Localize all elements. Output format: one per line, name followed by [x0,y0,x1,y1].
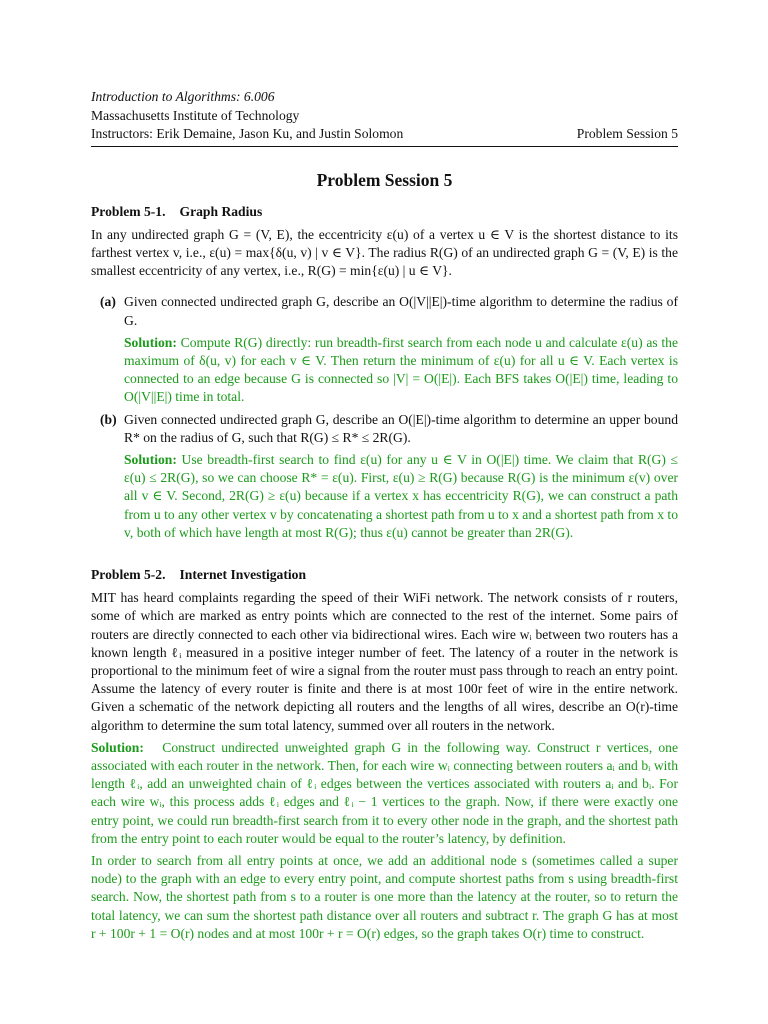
page-title: Problem Session 5 [316,169,453,190]
solution-text: Construct undirected unweighted graph G in the following way. Construct r vertices, one associated with each router in the network. Then, for each wire wᵢ connecting between routers aᵢ and bᵢ with length ℓᵢ, add an unweighted chain of ℓᵢ edges between the vertices associated with routers aᵢ and bᵢ. For each wire wᵢ, this process adds ℓᵢ edges and ℓᵢ − 1 vertices to the graph. Now, if there were exactly one entry point, we could run breadth-first search from it to every other node in the graph, and the shortest path from the entry point to each router would be equal to the router’s latency, by definition. [91,739,678,846]
part-question: Given connected undirected graph G, describe an O(|V||E|)-time algorithm to determine the radius of G. [124,294,678,328]
solution-text: Use breadth-first search to find ε(u) for any u ∈ V in O(|E|) time. We claim that R(G) ≤ ε(u) ≤ 2R(G), so we can choose R* = ε(u). First, ε(u) ≥ R(G) because R(G) is the minimum ε(v) over all v ∈ V. Second, 2R(G) ≥ ε(u) because if a vertex x has eccentricity R(G), we can construct a path from u to any other vertex v by concatenating a shortest path from u to x and a shortest path from x to v, both of which have length at most R(G); thus ε(u) cannot be greater than 2R(G). [124,451,678,540]
problem-number: Problem 5-2. [91,566,166,582]
problem-heading-5-1 [91,203,678,221]
session-label: Problem Session 5 [576,126,678,141]
solution-label: Solution: [124,451,177,467]
part-a [91,293,678,406]
part-label: (b) [100,411,117,427]
course-title: Introduction to Algorithms: 6.006 [91,89,275,104]
solution-label: Solution: [124,334,177,350]
solution-paragraph-2: In order to search from all entry points at once, we add an additional node s (sometimes called a super node) to the graph with an edge to every entry point, and compute shortest paths from s using breadth-first search. Now, the shortest path from s to a router is one more than the latency at the router, so to return the total latency, we can sum the shortest path distance over all routers and subtract r. The graph G has at most r + 100r + 1 = O(r) nodes and at most 100r + r = O(r) edges, so the graph takes O(r) time to construct. [91,853,678,941]
problem-name: Graph Radius [179,203,263,219]
part-solution [124,451,678,542]
solution-paragraph-1 [91,739,678,848]
solution-text: Compute R(G) directly: run breadth-first search from each node u and calculate ε(u) as the maximum of δ(u, v) for each v ∈ V. Then return the minimum of ε(u) for all u ∈ V. Each vertex is connected to an edge because G is connected so |V| = O(|E|). Each BFS takes O(|E|) time, leading to O(|V||E|) time in total. [124,334,678,405]
solution-label: Solution: [91,739,144,755]
institute-name: Massachusetts Institute of Technology [91,107,300,123]
part-b [91,411,678,542]
instructors-line: Instructors: Erik Demaine, Jason Ku, and Justin Solomon [91,126,404,141]
part-solution [124,334,678,407]
header-rule [91,146,678,147]
problem-number: Problem 5-1. [91,203,166,219]
problem-heading-5-2 [91,566,678,584]
problem-intro: In any undirected graph G = (V, E), the eccentricity ε(u) of a vertex u ∈ V is the shortest distance to its farthest vertex v, i.e., ε(u) = max{δ(u, v) | v ∈ V}. The radius R(G) of an undirected graph G = (V, E) is the smallest eccentricity of any vertex, i.e., R(G) = min{ε(u) | u ∈ V}. [91,226,678,279]
problem-name: Internet Investigation [179,566,307,582]
problem-parts [91,293,678,542]
document-page [91,88,678,943]
page-header [91,88,678,147]
problem-statement: MIT has heard complaints regarding the speed of their WiFi network. The network consists of r routers, some of which are marked as entry points which are connected to the rest of the internet. Some pairs of routers are directly connected to each other via bidirectional wires. Each wire wᵢ between two routers has a known length ℓᵢ measured in a positive integer number of feet. The latency of a router in the network is proportional to the minimum feet of wire a signal from the router must pass through to reach an entry point. Assume the latency of every router is finite and there is at most 100r feet of wire in the entire network. Given a schematic of the network depicting all routers and the lengths of all wires, describe an O(r)-time algorithm to determine the sum total latency, summed over all routers in the network. [91,590,678,733]
part-label: (a) [100,294,116,310]
part-question: Given connected undirected graph G, describe an O(|E|)-time algorithm to determine an upper bound R* on the radius of G, such that R(G) ≤ R* ≤ 2R(G). [124,411,678,445]
